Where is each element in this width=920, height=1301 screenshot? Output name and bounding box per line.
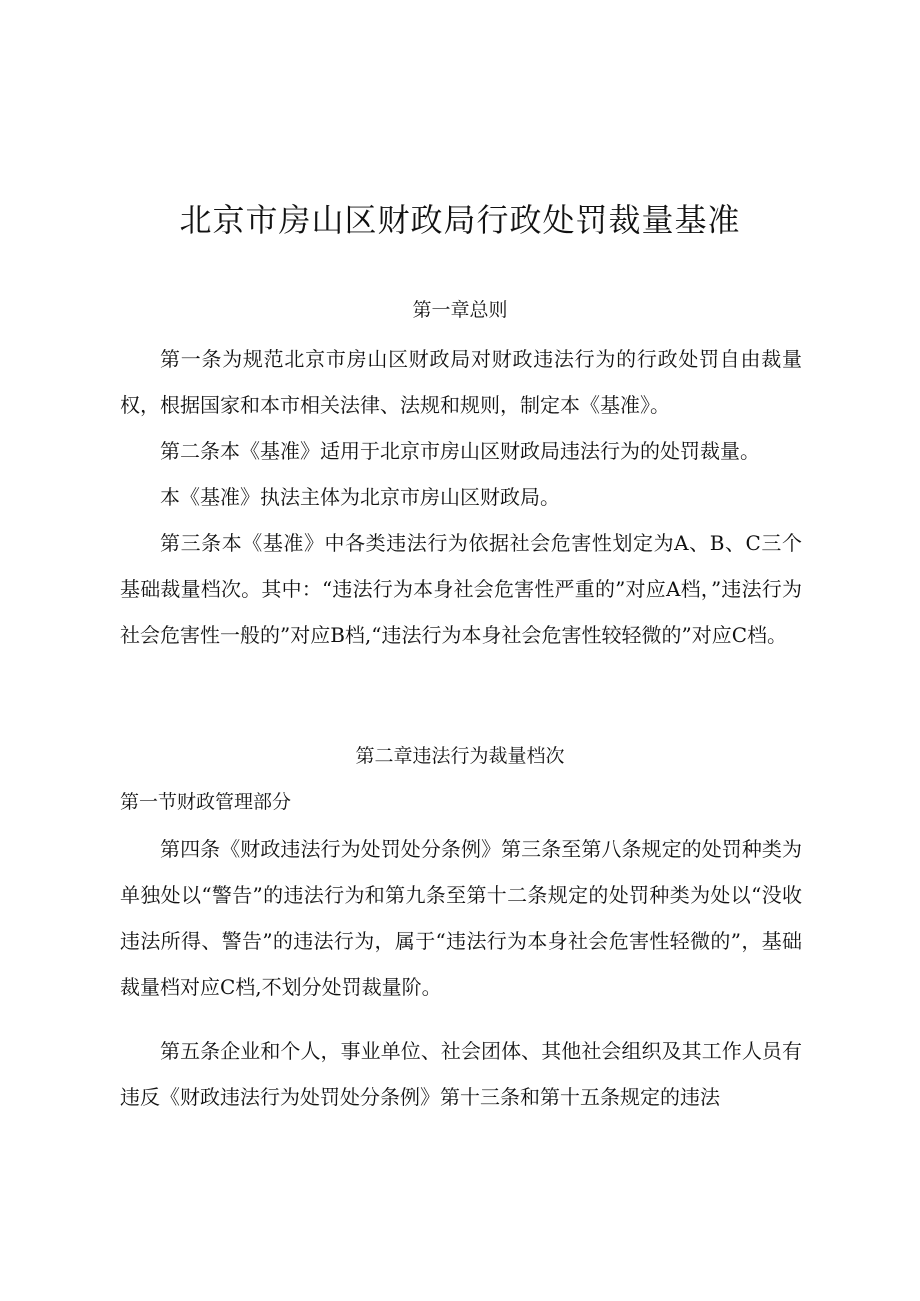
chapter-1-heading: 第一章总则 [412,299,508,321]
article-2: 第二条本《基准》适用于北京市房山区财政局违法行为的处罚裁量。 [160,439,760,463]
article-3: 第三条本《基准》中各类违法行为依据社会危害性划定为A、B、C三个基础裁量档次。其中：“违法行为本身社会危害性严重的”对应A档，”违法行为社会危害性一般的”对应B档,“违法行为本身社会危害性较轻微的”对应C档。 [120,531,802,647]
article-2-executor: 本《基准》执法主体为北京市房山区财政局。 [160,485,560,509]
article-5: 第五条企业和个人，事业单位、社会团体、其他社会组织及其工作人员有违反《财政违法行为处罚处分条例》第十三条和第十五条规定的违法 [120,1039,802,1109]
article-4: 第四条《财政违法行为处罚处分条例》第三条至第八条规定的处罚种类为单独处以“警告”的违法行为和第九条至第十二条规定的处罚种类为处以“没收违法所得、警告”的违法行为，属于“违法行为本身社会危害性轻微的”，基础裁量档对应C档,不划分处罚裁量阶。 [120,837,802,999]
document-title: 北京市房山区财政局行政处罚裁量基准 [179,201,741,239]
article-1: 第一条为规范北京市房山区财政局对财政违法行为的行政处罚自由裁量权，根据国家和本市相关法律、法规和规则，制定本《基准》。 [120,347,802,417]
chapter-2-heading: 第二章违法行为裁量档次 [355,745,565,767]
section-1-heading: 第一节财政管理部分 [120,791,292,813]
